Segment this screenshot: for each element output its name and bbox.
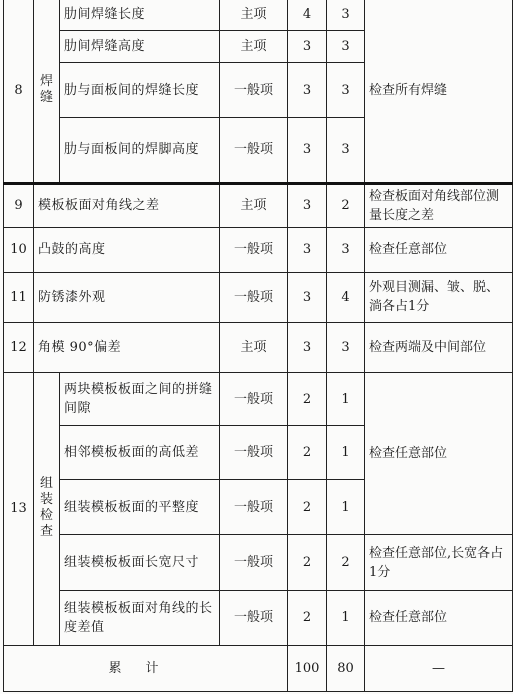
method-cell: 检查所有焊缝 (365, 0, 513, 183)
full-score-cell: 2 (288, 373, 327, 426)
item-cell: 组装模板板面对角线的长度差值 (60, 590, 220, 645)
method-cell: 检查两端及中间部位 (365, 322, 513, 372)
table-row (4, 535, 513, 590)
type-cell: 一般项 (220, 227, 288, 272)
row-number: 13 (4, 373, 34, 646)
full-score-cell: 3 (288, 31, 327, 63)
total-full-score: 100 (288, 645, 327, 691)
method-cell: 检查任意部位 (365, 590, 513, 645)
full-score-cell: 2 (288, 535, 327, 590)
type-cell: 主项 (220, 31, 288, 63)
full-score-cell: 3 (288, 272, 327, 322)
score-cell: 3 (327, 0, 365, 31)
type-cell: 一般项 (220, 373, 288, 426)
score-cell: 3 (327, 31, 365, 63)
category-label: 组装检查 (39, 476, 53, 540)
table-row (4, 322, 513, 372)
full-score-cell: 3 (288, 322, 327, 372)
row-number: 10 (4, 227, 34, 272)
score-cell: 3 (327, 63, 365, 118)
table-row (4, 183, 513, 227)
method-cell: 检查板面对角线部位测量长度之差 (365, 183, 513, 227)
method-cell: 检查任意部位 (365, 227, 513, 272)
score-cell: 2 (327, 535, 365, 590)
full-score-cell: 3 (288, 63, 327, 118)
full-score-cell: 4 (288, 0, 327, 31)
full-score-cell: 2 (288, 426, 327, 480)
total-label: 累计 (4, 645, 288, 691)
item-cell: 组装模板板面的平整度 (60, 480, 220, 535)
full-score-cell: 3 (288, 183, 327, 227)
row-number: 9 (4, 183, 34, 227)
table-row (4, 227, 513, 272)
row-number: 11 (4, 272, 34, 322)
method-cell: 外观目测漏、皱、脱、淌各占1分 (365, 272, 513, 322)
full-score-cell: 2 (288, 590, 327, 645)
table-row (4, 0, 513, 31)
row-number: 8 (4, 0, 34, 183)
row-number: 12 (4, 322, 34, 372)
type-cell: 一般项 (220, 272, 288, 322)
type-cell: 主项 (220, 0, 288, 31)
score-cell: 1 (327, 480, 365, 535)
item-cell: 肋与面板间的焊缝长度 (60, 63, 220, 118)
type-cell: 一般项 (220, 63, 288, 118)
item-cell: 凸鼓的高度 (34, 227, 220, 272)
type-cell: 一般项 (220, 426, 288, 480)
full-score-cell: 3 (288, 227, 327, 272)
full-score-cell: 3 (288, 118, 327, 183)
score-cell: 4 (327, 272, 365, 322)
total-method: — (365, 645, 513, 691)
item-cell: 模板板面对角线之差 (34, 183, 220, 227)
item-cell: 肋间焊缝高度 (60, 31, 220, 63)
score-cell: 1 (327, 426, 365, 480)
item-cell: 防锈漆外观 (34, 272, 220, 322)
score-cell: 1 (327, 590, 365, 645)
full-score-cell: 2 (288, 480, 327, 535)
score-cell: 2 (327, 183, 365, 227)
total-row (4, 645, 513, 691)
score-cell: 3 (327, 227, 365, 272)
type-cell: 一般项 (220, 535, 288, 590)
type-cell: 主项 (220, 322, 288, 372)
score-cell: 1 (327, 373, 365, 426)
item-cell: 肋与面板间的焊脚高度 (60, 118, 220, 183)
inspection-table (3, 0, 513, 692)
item-cell: 组装模板板面长宽尺寸 (60, 535, 220, 590)
type-cell: 主项 (220, 183, 288, 227)
method-cell: 检查任意部位,长宽各占1分 (365, 535, 513, 590)
type-cell: 一般项 (220, 118, 288, 183)
type-cell: 一般项 (220, 480, 288, 535)
table-row (4, 272, 513, 322)
item-cell: 相邻模板板面的高低差 (60, 426, 220, 480)
type-cell: 一般项 (220, 590, 288, 645)
total-score: 80 (327, 645, 365, 691)
item-cell: 两块模板板面之间的拼缝间隙 (60, 373, 220, 426)
score-cell: 3 (327, 118, 365, 183)
category-label: 焊缝 (39, 73, 53, 105)
table-row (4, 373, 513, 426)
score-cell: 3 (327, 322, 365, 372)
item-cell: 角模 90°偏差 (34, 322, 220, 372)
category-cell (34, 373, 60, 646)
table-row (4, 590, 513, 645)
method-cell: 检查任意部位 (365, 373, 513, 535)
category-cell (34, 0, 60, 183)
item-cell: 肋间焊缝长度 (60, 0, 220, 31)
